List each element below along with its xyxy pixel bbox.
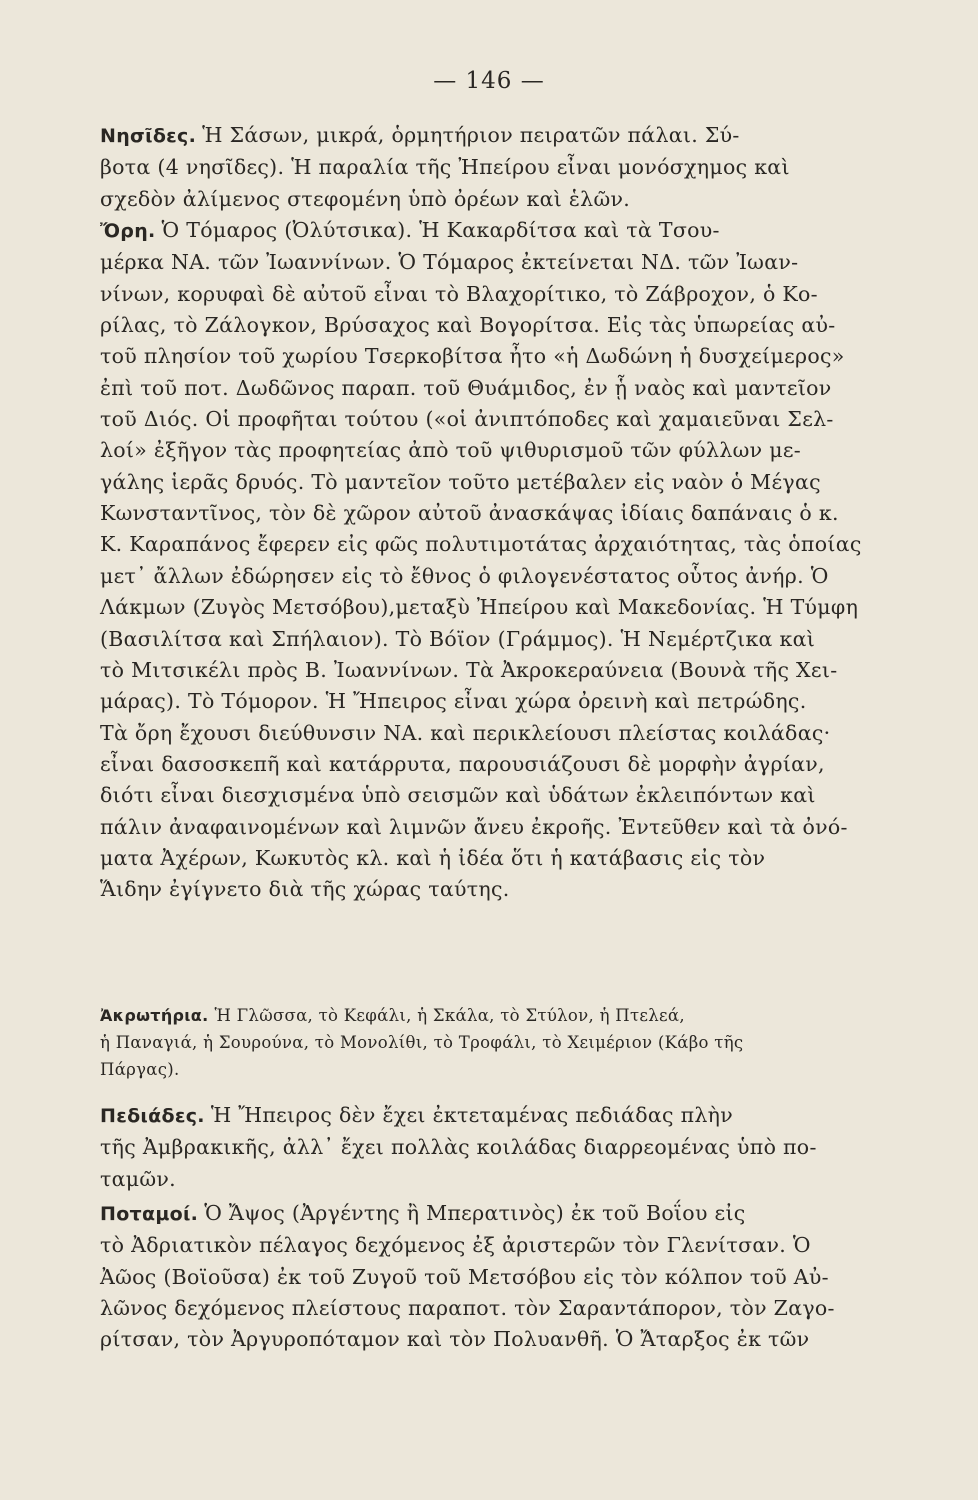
text-line: Κ. Καραπάνος ἔφερεν εἰς φῶς πολυτιμοτάτας ἀρχαιότητας, τὰς ὁποίας <box>100 532 862 557</box>
section-islets-mountains <box>100 120 878 906</box>
text-line: νίνων, κορυφαὶ δὲ αὐτοῦ εἶναι τὸ Βλαχορίτικο, τὸ Ζάβροχον, ὁ Κο- <box>100 281 818 306</box>
section-heading: Ποταμοί. <box>100 1203 199 1225</box>
text-line: ἐπὶ τοῦ ποτ. Δωδῶνος παραπ. τοῦ Θυάμιδος, ἐν ᾗ ναὸς καὶ μαντεῖον <box>100 375 832 400</box>
text-line: βοτα (4 νησῖδες). Ἡ παραλία τῆς Ἠπείρου εἶναι μονόσχημος καὶ <box>100 155 790 180</box>
text-line: γάλης ἱερᾶς δρυός. Τὸ μαντεῖον τοῦτο μετέβαλεν εἰς ναὸν ὁ Μέγας <box>100 469 821 494</box>
text-line: Νησῖδες. Ἡ Σάσων, μικρά, ὁρμητήριον πειρατῶν πάλαι. Σύ- <box>100 123 740 147</box>
section-rivers <box>100 1198 878 1356</box>
section-plains <box>100 1100 878 1195</box>
text-line: Κωνσταντῖνος, τὸν δὲ χῶρον αὐτοῦ ἀνασκάψας ἰδίαις δαπάναις ὁ κ. <box>100 501 839 526</box>
text-line: λῶνος δεχόμενος πλείστους παραποτ. τὸν Σαραντάπορον, τὸν Ζαγο- <box>100 1296 835 1321</box>
text-line: Πάργας). <box>100 1060 180 1079</box>
section-heading: Ὄρη. <box>100 220 156 243</box>
text-line: ματα Ἀχέρων, Κωκυτὸς κλ. καὶ ἡ ἰδέα ὅτι ἡ κατάβασις εἰς τὸν <box>100 845 766 870</box>
section-heading: Πεδιάδες. <box>100 1105 205 1127</box>
text-line: Ἅιδην ἐγίγνετο διὰ τῆς χώρας ταύτης. <box>100 877 510 902</box>
text-line: μάρας). Τὸ Τόμορον. Ἡ Ἤπειρος εἶναι χώρα ὀρεινὴ καὶ πετρώδης. <box>100 689 807 714</box>
text-line: Ἀκρωτήρια. Ἡ Γλῶσσα, τὸ Κεφάλι, ἡ Σκάλα, τὸ Στύλον, ἡ Πτελεά, <box>100 1006 685 1025</box>
text-line: Ἀῶος (Βοϊοῦσα) ἐκ τοῦ Ζυγοῦ τοῦ Μετσόβου εἰς τὸν κόλπον τοῦ Αὐ- <box>100 1264 829 1289</box>
section-capes <box>100 1002 878 1083</box>
text-line: Ποταμοί. Ὁ Ἄψος (Ἀργέντης ἢ Μπερατινὸς) ἐκ τοῦ Βοΐου εἰς <box>100 1201 746 1225</box>
text-line: τῆς Ἀμβρακικῆς, ἀλλ᾽ ἔχει πολλὰς κοιλάδας διαρρεομένας ὑπὸ πο- <box>100 1135 817 1160</box>
text-line: τοῦ πλησίον τοῦ χωρίου Τσερκοβίτσα ἦτο «ἡ Δωδώνη ἡ δυσχείμερος» <box>100 344 845 369</box>
text-line: πάλιν ἀναφαινομένων καὶ λιμνῶν ἄνευ ἐκροῆς. Ἐντεῦθεν καὶ τὰ ὀνό- <box>100 814 848 839</box>
text-line: ἡ Παναγιά, ἡ Σουρούνα, τὸ Μονολίθι, τὸ Τροφάλι, τὸ Χειμέριον (Κάβο τῆς <box>100 1033 744 1052</box>
text-line: μετ᾽ ἄλλων ἐδώρησεν εἰς τὸ ἔθνος ὁ φιλογενέστατος οὗτος ἀνήρ. Ὁ <box>100 563 829 588</box>
text-line: (Βασιλίτσα καὶ Σπήλαιον). Τὸ Βόϊον (Γράμμος). Ἡ Νεμέρτζικα καὶ <box>100 626 816 651</box>
text-line: ρίλας, τὸ Ζάλογκον, Βρύσαχος καὶ Βογορίτσα. Εἰς τὰς ὑπωρείας αὐ- <box>100 313 836 338</box>
text-line: σχεδὸν ἀλίμενος στεφομένη ὑπὸ ὀρέων καὶ ἑλῶν. <box>100 186 631 211</box>
text-line: Λάκμων (Ζυγὸς Μετσόβου),μεταξὺ Ἠπείρου καὶ Μακεδονίας. Ἡ Τύμφη <box>100 595 859 620</box>
text-line: λοί» ἐξῆγον τὰς προφητείας ἀπὸ τοῦ ψιθυρισμοῦ τῶν φύλλων με- <box>100 438 801 463</box>
text-line: τοῦ Διός. Οἱ προφῆται τούτου («οἱ ἀνιπτόποδες καὶ χαμαιεῦναι Σελ- <box>100 407 834 432</box>
text-line: τὸ Μιτσικέλι πρὸς Β. Ἰωαννίνων. Τὰ Ἀκροκεραύνεια (Βουνὰ τῆς Χει- <box>100 657 838 682</box>
text-line: ταμῶν. <box>100 1166 177 1191</box>
section-heading: Ἀκρωτήρια. <box>100 1006 209 1025</box>
text-line: τὸ Ἀδριατικὸν πέλαγος δεχόμενος ἐξ ἀριστερῶν τὸν Γλενίτσαν. Ὁ <box>100 1233 811 1258</box>
text-line: διότι εἶναι διεσχισμένα ὑπὸ σεισμῶν καὶ ὑδάτων ἐκλειπόντων καὶ <box>100 783 816 808</box>
text-line: Τὰ ὄρη ἔχουσι διεύθυνσιν ΝΑ. καὶ περικλείουσι πλείστας κοιλάδας· <box>100 720 831 745</box>
page-number: — 146 — <box>433 68 545 94</box>
text-line: εἶναι δασοσκεπῆ καὶ κατάρρυτα, παρουσιάζουσι δὲ μορφὴν ἀγρίαν, <box>100 751 825 776</box>
text-line: μέρκα ΝΑ. τῶν Ἰωαννίνων. Ὁ Τόμαρος ἐκτείνεται ΝΔ. τῶν Ἰωαν- <box>100 250 799 275</box>
text-line: Πεδιάδες. Ἡ Ἤπειρος δὲν ἔχει ἐκτεταμένας πεδιάδας πλὴν <box>100 1103 733 1127</box>
section-heading: Νησῖδες. <box>100 125 197 147</box>
text-line: Ὄρη. Ὁ Τόμαρος (Ὀλύτσικα). Ἡ Κακαρδίτσα καὶ τὰ Τσου- <box>100 218 720 243</box>
text-line: ρίτσαν, τὸν Ἀργυροπόταμον καὶ τὸν Πολυανθῆ. Ὁ Ἄταρξος ἐκ τῶν <box>100 1327 810 1352</box>
